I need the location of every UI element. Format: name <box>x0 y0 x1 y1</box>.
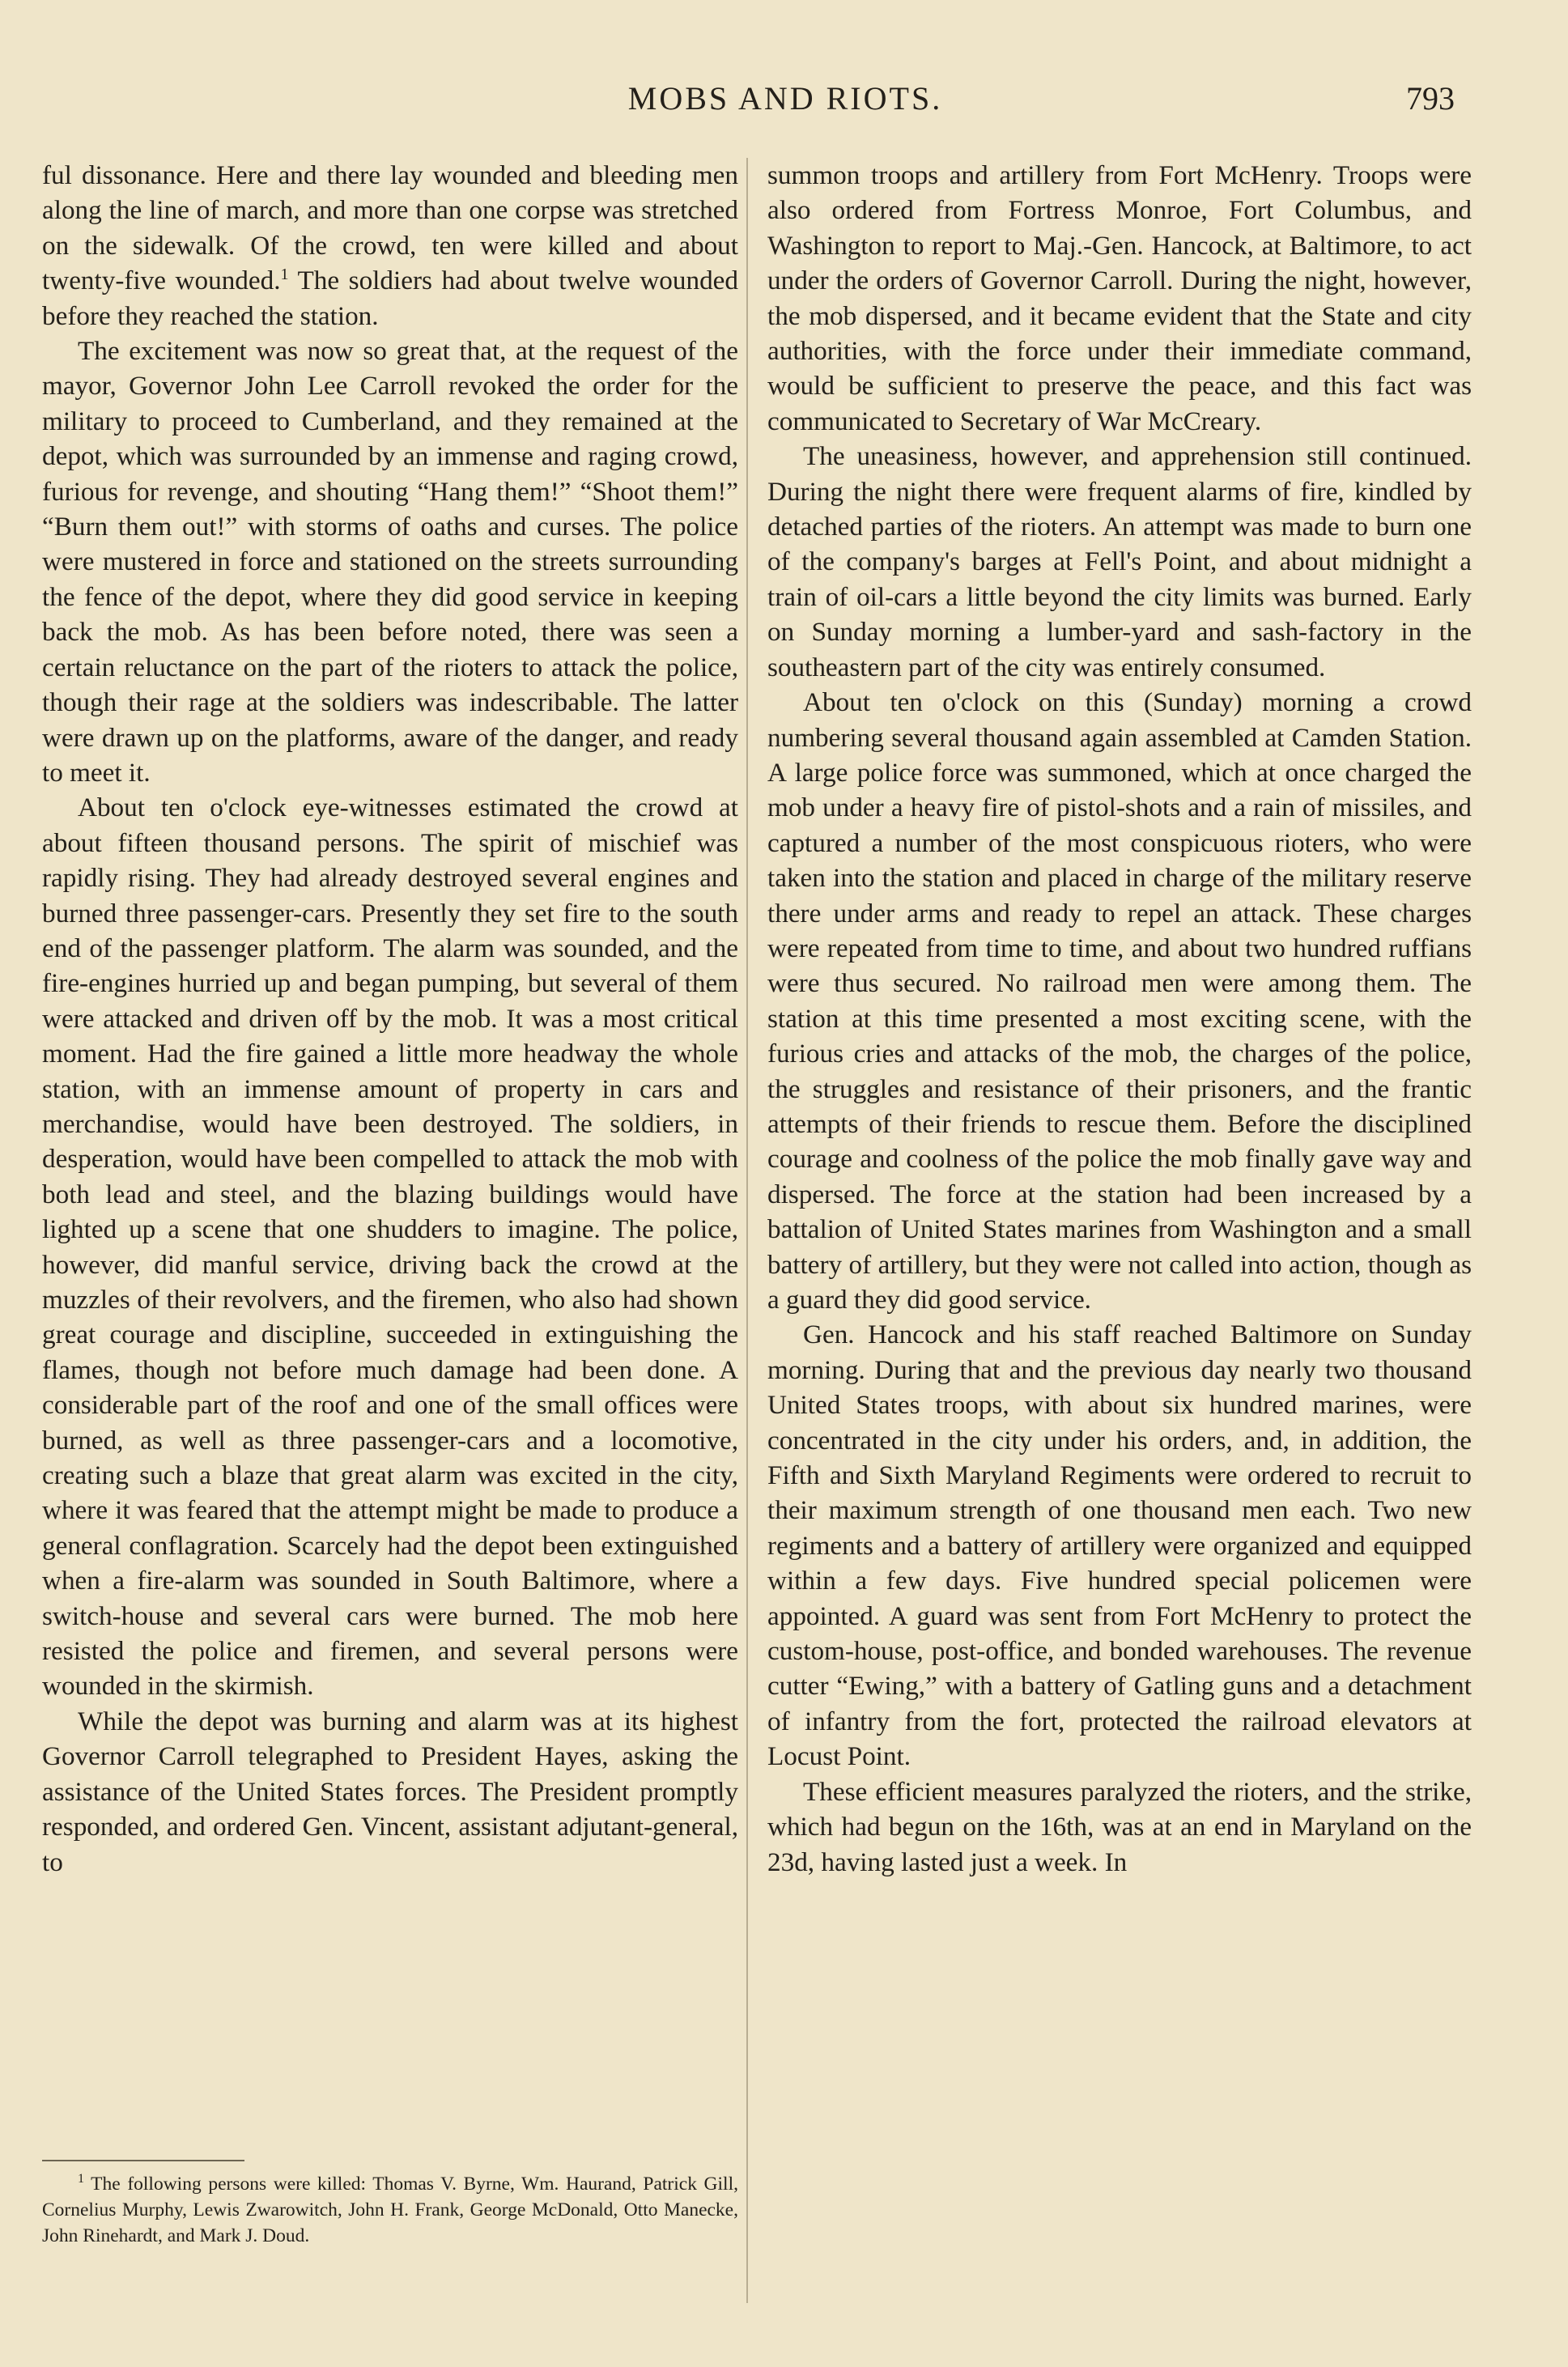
right-paragraph-2: The uneasiness, however, and apprehension still continued. During the night there were frequent alarms of fire, kindled by detached parties of the rioters. An attempt was made to burn one of the company's barges at Fell's Point, and about midnight a train of oil-cars a little beyond the city limits was burned. Early on Sunday morning a lumber-yard and sash-factory in the southeastern part of the city was entirely consumed. <box>767 441 1472 682</box>
left-paragraph-1-text: ful dissonance. Here and there lay wounded and bleeding men along the line of march, and more than one corpse was stretched on the sidewalk. Of the crowd, ten were killed and about twenty-five wounded. <box>42 160 738 296</box>
footnote-reference: 1 <box>280 266 289 284</box>
footnote-marker: 1 <box>78 2172 84 2186</box>
footnote-rule <box>42 2160 244 2161</box>
column-divider <box>746 158 748 2303</box>
footnote-text: The following persons were killed: Thomas V. Byrne, Wm. Haurand, Patrick Gill, Cornelius Murphy, Lewis Zwarowitch, John H. Frank, George McDonald, Otto Manecke, John Rinehardt, and Mark J. Doud. <box>42 2174 738 2246</box>
left-paragraph-1-continuation: The soldiers had about twelve wounded before they reached the station. <box>42 266 738 331</box>
left-paragraph-3: About ten o'clock eye-witnesses estimated the crowd at about fifteen thousand persons. The spirit of mischief was rapidly rising. They had already destroyed several engines and burned three passenger-cars. Presently they set fire to the south end of the passenger platform. The alarm was sounded, and the fire-engines hurried up and began pumping, but several of them were attacked and driven off by the mob. It was a most critical moment. Had the fire gained a little more headway the whole station, with an immense amount of property in cars and merchandise, would have been destroyed. The soldiers, in desperation, would have been compelled to attack the mob with both lead and steel, and the blazing buildings would have lighted up a scene that one shudders to imagine. The police, however, did manful service, driving back the crowd at the muzzles of their revolvers, and the firemen, who also had shown great courage and discipline, succeeded in extinguishing the flames, though not before much damage had been done. A considerable part of the roof and one of the small offices were burned, as well as three passenger-cars and a locomotive, creating such a blaze that great alarm was excited in the city, where it was feared that the attempt might be made to produce a general conflagration. Scarcely had the depot been extinguished when a fire-alarm was sounded in South Baltimore, where a switch-house and several cars were burned. The mob here resisted the police and firemen, and several persons were wounded in the skirmish. <box>42 793 738 1702</box>
left-column <box>42 158 738 1880</box>
right-column <box>767 158 1472 1880</box>
right-paragraph-1: summon troops and artillery from Fort McHenry. Troops were also ordered from Fortress Monroe, Fort Columbus, and Washington to report to Maj.-Gen. Hancock, at Baltimore, to act under the orders of Governor Carroll. During the night, however, the mob dispersed, and it became evident that the State and city authorities, with the force under their immediate command, would be sufficient to preserve the peace, and this fact was communicated to Secretary of War McCreary. <box>767 160 1472 436</box>
page-header <box>0 79 1568 128</box>
footnote <box>42 2171 738 2249</box>
left-paragraph-2: The excitement was now so great that, at the request of the mayor, Governor John Lee Carroll revoked the order for the military to proceed to Cumberland, and they remained at the depot, which was surrounded by an immense and raging crowd, furious for revenge, and shouting “Hang them!” “Shoot them!” “Burn them out!” with storms of oaths and curses. The police were mustered in force and stationed on the streets surrounding the fence of the depot, where they did good service in keeping back the mob. As has been before noted, there was seen a certain reluctance on the part of the rioters to attack the police, though their rage at the soldiers was indescribable. The latter were drawn up on the platforms, aware of the danger, and ready to meet it. <box>42 336 738 788</box>
page-number: 793 <box>1406 80 1455 117</box>
left-paragraph-1 <box>42 158 738 334</box>
right-paragraph-4: Gen. Hancock and his staff reached Baltimore on Sunday morning. During that and the previous day nearly two thousand United States troops, with about six hundred marines, were concentrated in the city under his orders, and, in addition, the Fifth and Sixth Maryland Regiments were ordered to recruit to their maximum strength of one thousand men each. Two new regiments and a battery of artillery were organized and equipped within a few days. Five hundred special policemen were appointed. A guard was sent from Fort McHenry to protect the custom-house, post-office, and bonded warehouses. The revenue cutter “Ewing,” with a battery of Gatling guns and a detachment of infantry from the fort, protected the railroad elevators at Locust Point. <box>767 1319 1472 1772</box>
right-paragraph-5: These efficient measures paralyzed the rioters, and the strike, which had begun on the 16th, was at an end in Maryland on the 23d, having lasted just a week. In <box>767 1776 1472 1877</box>
running-head: MOBS AND RIOTS. <box>627 80 943 117</box>
right-paragraph-3: About ten o'clock on this (Sunday) morning a crowd numbering several thousand again assembled at Camden Station. A large police force was summoned, which at once charged the mob under a heavy fire of pistol-shots and a rain of missiles, and captured a number of the most conspicuous rioters, who were taken into the station and placed in charge of the military reserve there under arms and ready to repel an attack. These charges were repeated from time to time, and about two hundred ruffians were thus secured. No railroad men were among them. The station at this time presented a most exciting scene, with the furious cries and attacks of the mob, the charges of the police, the struggles and resistance of their prisoners, and the frantic attempts of their friends to rescue them. Before the disciplined courage and coolness of the police the mob finally gave way and dispersed. The force at the station had been increased by a battalion of United States marines from Washington and a small battery of artillery, but they were not called into action, though as a guard they did good service. <box>767 687 1472 1315</box>
left-paragraph-4: While the depot was burning and alarm was at its highest Governor Carroll telegraphed to President Hayes, asking the assistance of the United States forces. The President promptly responded, and ordered Gen. Vincent, assistant adjutant-general, to <box>42 1706 738 1877</box>
